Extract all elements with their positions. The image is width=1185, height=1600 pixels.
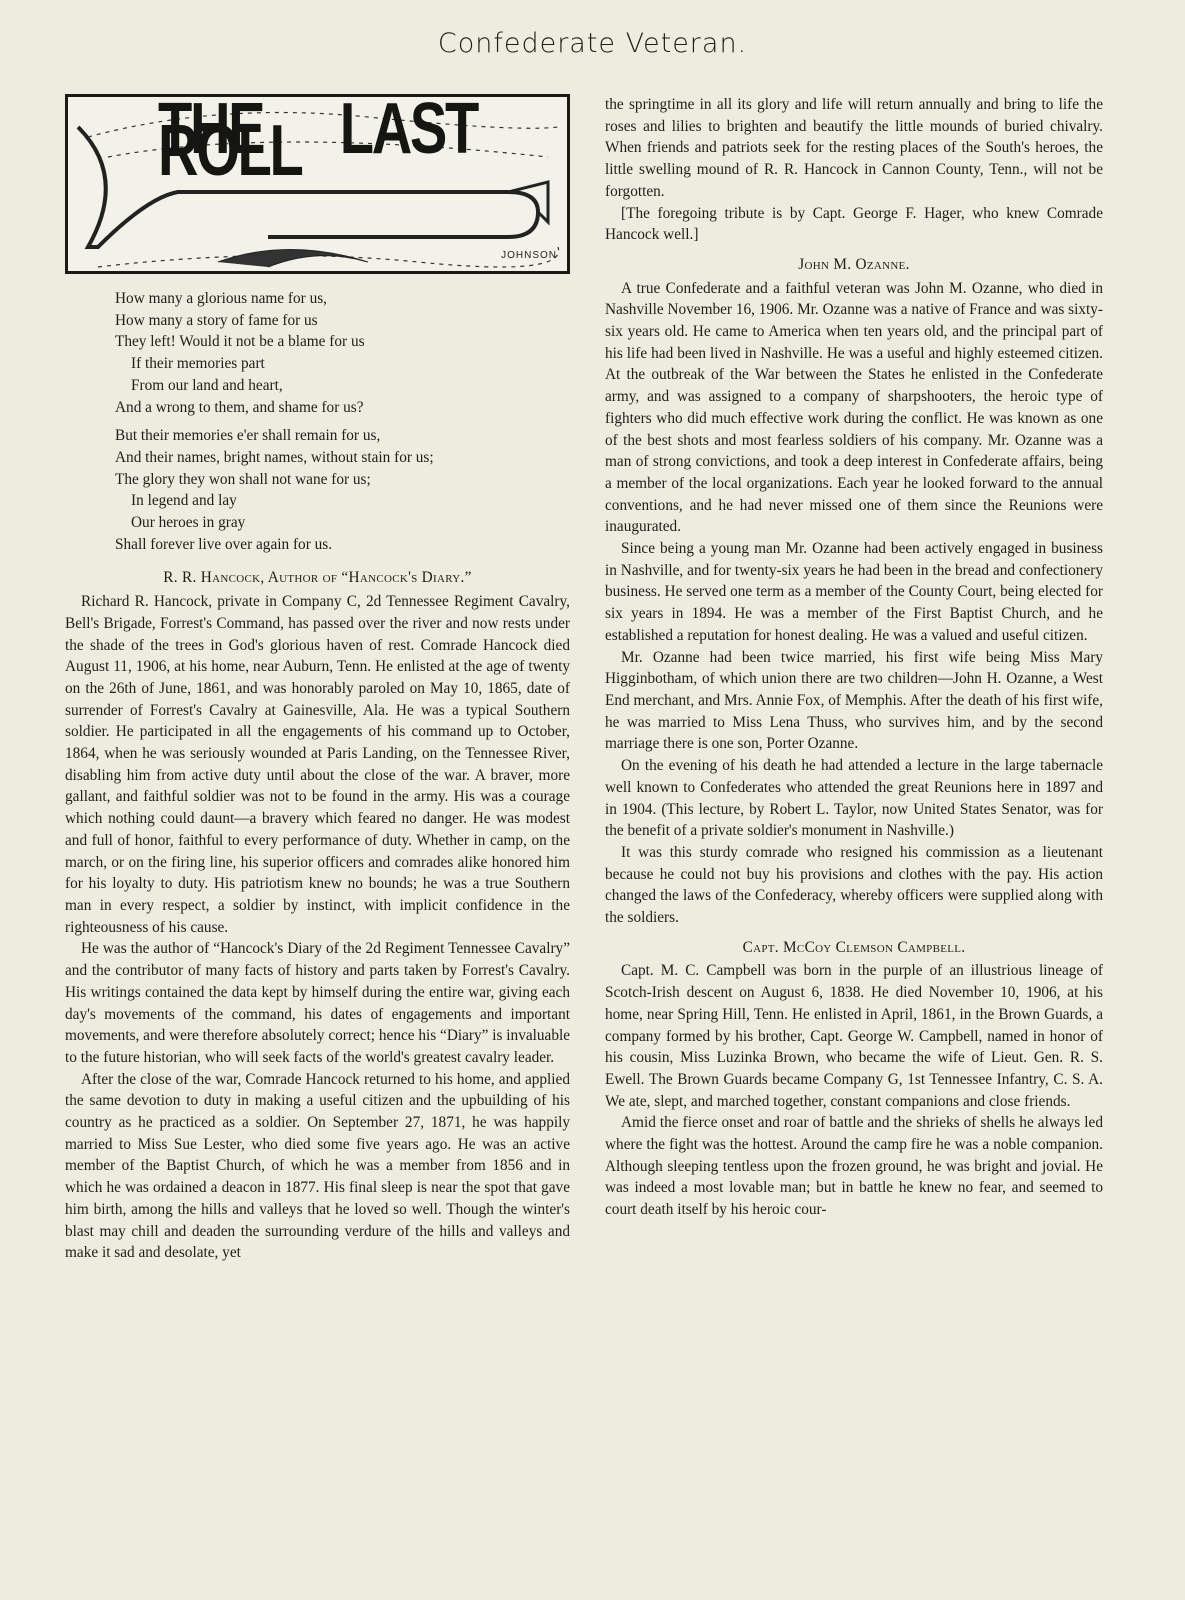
poem-line: From our land and heart, bbox=[131, 376, 283, 394]
paragraph: Mr. Ozanne had been twice married, his first wife being Miss Mary Higginbotham, of which union there are two children—John H. Ozanne, a West End merchant, and Mrs. Annie Fox, of Memphis. After the death of his first wife, he was married to Miss Lena Thuss, who survives him, and by the second marriage there is one son, Porter Ozanne. bbox=[605, 648, 1103, 753]
poem-line: How many a story of fame for us bbox=[115, 311, 318, 329]
poem-line: Shall forever live over again for us. bbox=[115, 535, 333, 553]
tribute-note: [The foregoing tribute is by Capt. George F. Hager, who knew Comrade Hancock well.] bbox=[605, 204, 1103, 244]
poem-line: In legend and lay bbox=[131, 492, 237, 510]
poem-line: If their memories part bbox=[131, 355, 265, 373]
poem bbox=[115, 288, 570, 555]
right-column bbox=[605, 94, 1103, 1221]
masthead-title: Confederate Veteran. bbox=[437, 28, 748, 59]
obituary-heading: John M. Ozanne. bbox=[798, 255, 910, 273]
last-roll-banner-illustration bbox=[65, 94, 570, 274]
poem-line: And a wrong to them, and shame for us? bbox=[115, 398, 364, 416]
paragraph: He was the author of “Hancock's Diary of the 2d Regiment Tennessee Cavalry” and the contributor of many facts of history and parts taken by Forrest's Cavalry. His writings contained the data kept by himself during the entire war, giving each day's movements of the command, his dates of engagements and important movements, and were therefore absolutely correct; hence his “Diary” is invaluable to the future historian, who will seek facts of the world's greatest cavalry leader. bbox=[65, 940, 571, 1066]
obituary-heading: Capt. McCoy Clemson Campbell. bbox=[742, 938, 966, 956]
continued-paragraph: the springtime in all its glory and life will return annually and bring to life the roses and lilies to brighten and beautify the little mounds of buried chivalry. When friends and patriots seek for the resting places of the South's heroes, the little swelling mound of R. R. Hancock in Cannon County, Tenn., will not be forgotten. bbox=[605, 96, 1103, 200]
poem-line: They left! Would it not be a blame for us bbox=[115, 333, 365, 351]
paragraph: On the evening of his death he had attended a lecture in the large tabernacle well known to Confederates who attended the great Reunions here in 1897 and in 1904. (This lecture, by Robert L. Taylor, now United States Senator, was for the benefit of a private soldier's monument in Nashville.) bbox=[605, 757, 1103, 840]
poem-line: How many a glorious name for us, bbox=[115, 290, 327, 307]
paragraph: Capt. M. C. Campbell was born in the purple of an illustrious lineage of Scotch-Irish descent on August 6, 1838. He died November 10, 1906, at his home, near Spring Hill, Tenn. He enlisted in April, 1861, in the Brown Guards, a company formed by his brother, Capt. George W. Campbell, named in honor of his cousin, Miss Luzinka Brown, who became the wife of Lieut. Gen. R. S. Ewell. The Brown Guards became Company G, 1st Tennessee Infantry, C. S. A. We ate, slept, and marched together, constant companions and close friends. bbox=[605, 962, 1103, 1110]
poem-line: And their names, bright names, without stain for us; bbox=[115, 448, 434, 466]
paragraph: Richard R. Hancock, private in Company C, 2d Tennessee Regiment Cavalry, Bell's Brigade, Forrest's Command, has passed over the river and now rests under the shade of the trees in God's glorious haven of rest. Comrade Hancock died August 11, 1906, at his home, near Auburn, Tenn. He enlisted at the age of twenty on the 26th of June, 1861, and was honorably paroled on May 10, 1865, date of surrender of Forrest's Cavalry at Gainesville, Ala. He was a typical Southern soldier. He participated in all the engagements of his command up to October, 1864, when he was seriously wounded at Paris Landing, on the Tennessee River, disabling him from active duty until about the close of the war. A braver, more gallant, and faithful soldier was not to be found in the army. His was a courage which nothing could daunt—a bravery which feared no danger. He was modest and full of honor, faithful to every performance of duty. Whether in camp, on the march, or on the firing line, his superior officers and comrades alike honored him for his loyalty to duty. His patriotism knew no bounds; he was a true Southern man in every respect, a soldier by instinct, with implicit confidence in the righteousness of his cause. bbox=[65, 593, 570, 936]
left-column bbox=[65, 94, 570, 1264]
artist-signature: JOHNSON bbox=[501, 250, 557, 262]
banner-title: THE LAST ROLL bbox=[158, 94, 478, 191]
paragraph: A true Confederate and a faithful veteran was John M. Ozanne, who died in Nashville November 16, 1906. Mr. Ozanne was a native of France and was sixty-six years old. He came to America when ten years old, and the principal part of his life had been lived in Nashville. He was a useful and highly esteemed citizen. At the outbreak of the War between the States he enlisted in the Confederate army, and was assigned to a company of sharpshooters, the heroic type of fighters who did much effective work during the conflict. He was known as one of the best shots and most fearless soldiers of his company. Mr. Ozanne was a man of strong convictions, and took a deep interest in Confederate affairs, being a member of the local organizations. Each year he looked forward to the annual conventions, and he had never missed one of them since the Reunions were inaugurated. bbox=[605, 279, 1103, 536]
paragraph: It was this sturdy comrade who resigned his commission as a lieutenant because he could not buy his provisions and clothes with the pay. His action changed the laws of the Confederacy, whereby officers were supplied along with the soldiers. bbox=[605, 843, 1103, 927]
paragraph: After the close of the war, Comrade Hancock returned to his home, and applied the same devotion to duty in making a useful citizen and the upbuilding of his country as he practiced as a soldier. On September 27, 1871, he was happily married to Miss Sue Lester, who died some five years ago. He was an active member of the Baptist Church, of which he was a member from 1856 and in which he was ordained a deacon in 1877. His final sleep is near the spot that gave him birth, among the hills and valleys that he loved so well. Though the winter's blast may chill and deaden the surrounding verdure of the hills and valleys and make it sad and desolate, yet bbox=[65, 1070, 570, 1262]
poem-line: The glory they won shall not wane for us; bbox=[115, 470, 371, 488]
poem-stanza bbox=[115, 288, 570, 418]
poem-stanza bbox=[115, 425, 570, 555]
paragraph: Amid the fierce onset and roar of battle and the shrieks of shells he always led where the fight was the hottest. Around the camp fire he was a noble companion. Although sleeping tentless upon the frozen ground, he was bright and jovial. He was indeed a most lovable man; but in battle he knew no fear, and seemed to court death itself by his heroic cour- bbox=[605, 1114, 1103, 1219]
hancock-heading: R. R. Hancock, Author of “Hancock's Diary.” bbox=[163, 569, 472, 587]
poem-line: Our heroes in gray bbox=[131, 514, 246, 532]
paragraph: Since being a young man Mr. Ozanne had been actively engaged in business in Nashville, and for twenty-six years he had been in the bread and confectionery business. He served one term as a member of the County Court, being elected for six years in 1894. He was a member of the First Baptist Church, and he established a reputation for honest dealing. He was a valued and useful citizen. bbox=[605, 540, 1103, 644]
poem-line: But their memories e'er shall remain for us, bbox=[115, 427, 381, 445]
